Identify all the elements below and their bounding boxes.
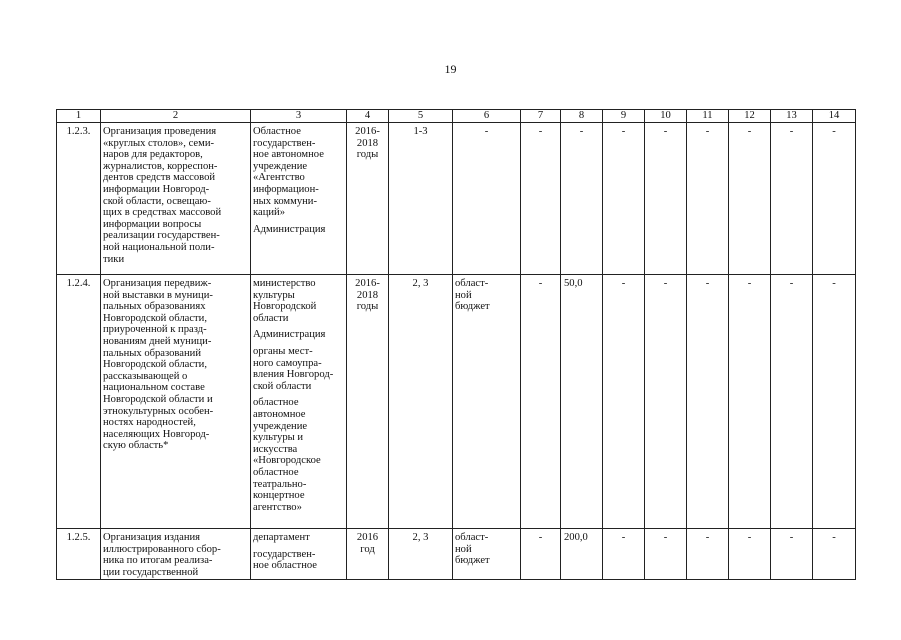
value-cell: - bbox=[687, 123, 729, 275]
value-cell: - bbox=[813, 123, 856, 275]
value-cell: 200,0 bbox=[561, 529, 603, 580]
years: 2016- 2018 годы bbox=[355, 126, 380, 161]
value-cell: - bbox=[603, 123, 645, 275]
column-header: 1 bbox=[57, 110, 101, 123]
tasks-cell bbox=[389, 529, 453, 580]
tasks: 2, 3 bbox=[412, 532, 429, 543]
funding-source: - bbox=[484, 126, 489, 137]
column-header: 5 bbox=[389, 110, 453, 123]
table-row bbox=[57, 123, 856, 275]
tasks: 2, 3 bbox=[412, 278, 429, 289]
years-cell bbox=[347, 529, 389, 580]
column-header: 13 bbox=[771, 110, 813, 123]
measure-name-cell bbox=[101, 529, 251, 580]
measures-table bbox=[56, 109, 856, 580]
value-cell: - bbox=[521, 529, 561, 580]
value-cell: - bbox=[645, 529, 687, 580]
item-number: 1.2.5. bbox=[66, 532, 91, 543]
value-cell: - bbox=[771, 529, 813, 580]
value-cell: - bbox=[729, 123, 771, 275]
column-header: 12 bbox=[729, 110, 771, 123]
column-header: 2 bbox=[101, 110, 251, 123]
table-row bbox=[57, 529, 856, 580]
value-cell: - bbox=[645, 275, 687, 529]
funding-source-cell bbox=[453, 529, 521, 580]
measure-name: Организация проведения «круглых столов», семи- наров для редакторов, журналистов, корреспон- дентов средств массовой информации Новгород- ской области, освещаю- щих в средствах массовой информации вопросы реализации государствен- ной национальной поли- тики bbox=[103, 126, 222, 265]
funding-source-cell bbox=[453, 275, 521, 529]
executor: министерство культуры Новгородской области bbox=[253, 278, 317, 324]
column-header: 6 bbox=[453, 110, 521, 123]
value-cell: - bbox=[813, 529, 856, 580]
tasks-cell bbox=[389, 275, 453, 529]
item-number-cell bbox=[57, 529, 101, 580]
value-cell: - bbox=[813, 275, 856, 529]
funding-source-cell bbox=[453, 123, 521, 275]
executor: департамент bbox=[253, 532, 310, 543]
table-row bbox=[57, 275, 856, 529]
header-row bbox=[57, 110, 856, 123]
value-cell: - bbox=[729, 529, 771, 580]
value-cell: - bbox=[603, 275, 645, 529]
executor: государствен- ное областное bbox=[253, 548, 317, 572]
value-cell: - bbox=[771, 123, 813, 275]
item-number: 1.2.3. bbox=[66, 126, 91, 137]
value-cell: - bbox=[771, 275, 813, 529]
value-cell: - bbox=[603, 529, 645, 580]
measure-name: Организация передвиж- ной выставки в муници- пальных образованиях Новгородской области, приуроченной к празд- нованиям дней муници- пальных образований Новгородской области, рассказывающей о национальном составе Новгородской области и этнокультурных особен- ностях народностей, населяющих Новгород- скую область* bbox=[103, 278, 214, 452]
item-number: 1.2.4. bbox=[66, 278, 91, 289]
executor: органы мест- ного самоупра- вления Новгород- ской области bbox=[253, 345, 334, 392]
value-cell: - bbox=[521, 275, 561, 529]
value-cell: - bbox=[687, 529, 729, 580]
executors-cell bbox=[251, 529, 347, 580]
value-cell: - bbox=[729, 275, 771, 529]
funding-source: област- ной бюджет bbox=[455, 278, 490, 313]
measure-name: Организация издания иллюстрированного сбор- ника по итогам реализа- ции государственной bbox=[103, 532, 221, 578]
measure-name-cell bbox=[101, 123, 251, 275]
page-number: 19 bbox=[444, 62, 457, 76]
item-number-cell bbox=[57, 123, 101, 275]
executor: Областное государствен- ное автономное учреждение «Агентство информацион- ных коммуни- каций» bbox=[253, 126, 324, 219]
column-header: 8 bbox=[561, 110, 603, 123]
measure-name-cell bbox=[101, 275, 251, 529]
column-header: 10 bbox=[645, 110, 687, 123]
years: 2016 год bbox=[356, 532, 379, 555]
item-number-cell bbox=[57, 275, 101, 529]
value-cell: - bbox=[521, 123, 561, 275]
tasks-cell bbox=[389, 123, 453, 275]
executor: Администрация bbox=[253, 329, 326, 341]
executor: областное автономное учреждение культуры и искусства «Новгородское областное театрально- концертное агентство» bbox=[253, 397, 321, 513]
executors-cell bbox=[251, 123, 347, 275]
executor: Администрация bbox=[253, 223, 326, 235]
funding-source: област- ной бюджет bbox=[455, 532, 490, 567]
years-cell bbox=[347, 123, 389, 275]
value-cell: 50,0 bbox=[561, 275, 603, 529]
column-header: 11 bbox=[687, 110, 729, 123]
years: 2016- 2018 годы bbox=[355, 278, 380, 313]
value-cell: - bbox=[687, 275, 729, 529]
column-header: 4 bbox=[347, 110, 389, 123]
years-cell bbox=[347, 275, 389, 529]
value-cell: - bbox=[645, 123, 687, 275]
column-header: 7 bbox=[521, 110, 561, 123]
column-header: 9 bbox=[603, 110, 645, 123]
column-header: 14 bbox=[813, 110, 856, 123]
column-header: 3 bbox=[251, 110, 347, 123]
executors-cell bbox=[251, 275, 347, 529]
value-cell: - bbox=[561, 123, 603, 275]
tasks: 1-3 bbox=[413, 126, 428, 137]
